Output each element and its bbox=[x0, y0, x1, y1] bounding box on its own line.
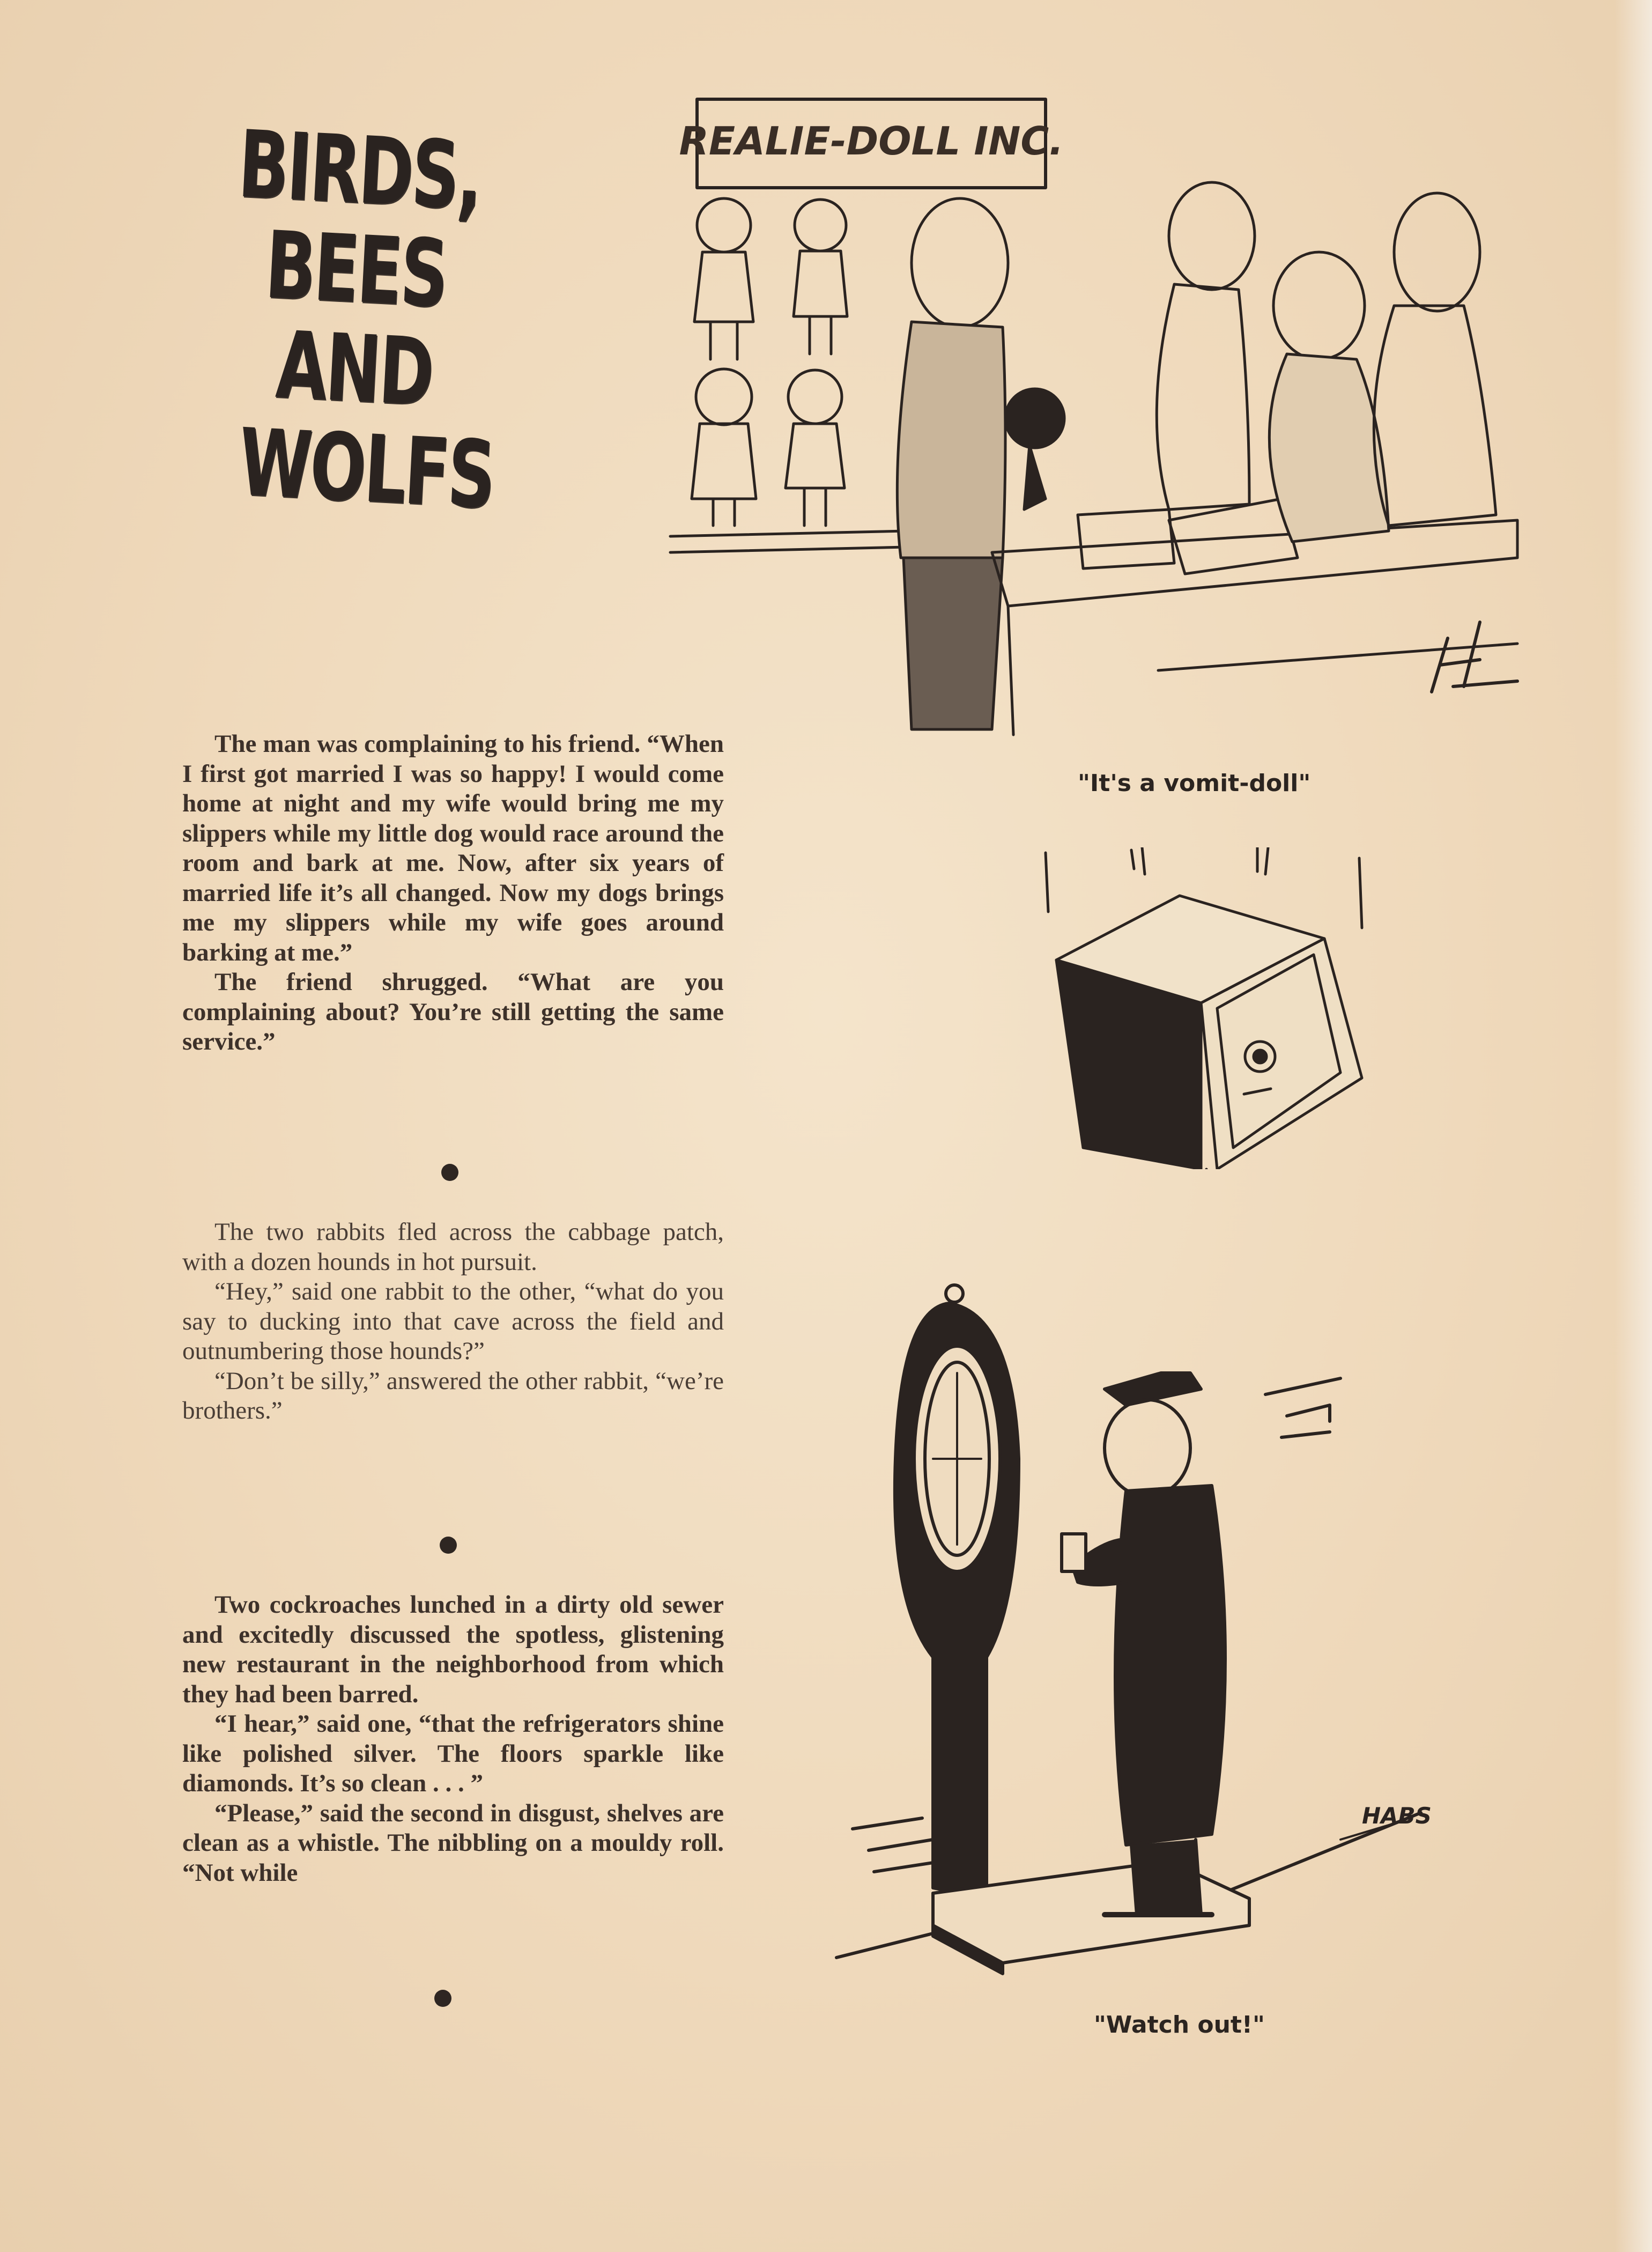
story-paragraph: “Hey,” said one rabbit to the other, “what do you say to ducking into that cave across the field and outnumbering those hounds?” bbox=[182, 1278, 724, 1365]
cartoon-caption: "It's a vomit-doll" bbox=[1078, 770, 1311, 797]
salesman-figure bbox=[897, 198, 1008, 729]
title-line-3: AND bbox=[273, 312, 435, 427]
story-paragraph: “Please,” said the second in disgust, shelves are clean as a whistle. The nibbling on a mouldy roll. “Not while bbox=[182, 1799, 724, 1887]
sign-text: REALIE-DOLL INC. bbox=[679, 119, 1064, 164]
joke-story-2 bbox=[182, 1217, 724, 1426]
doll-figure bbox=[692, 369, 756, 526]
doll-figure bbox=[694, 198, 753, 359]
page-edge bbox=[1614, 0, 1652, 2252]
story-paragraph: “Don’t be silly,” answered the other rabbit, “we’re brothers.” bbox=[182, 1367, 724, 1424]
story-paragraph: The friend shrugged. “What are you complaining about? You’re still getting the same service.” bbox=[182, 968, 724, 1055]
separator-bullet bbox=[441, 1164, 458, 1181]
joke-story-3 bbox=[182, 1590, 724, 1888]
story-paragraph: The man was complaining to his friend. “When I first got married I was so happy! I would come home at night and my wife would bring me my slippers while my little dog would race around the room and bark at me. Now, after six years of married life it’s all changed. Now my dogs brings me my slippers while my wife goes around barking at me.” bbox=[182, 730, 724, 966]
doll-shop-cartoon bbox=[660, 91, 1528, 756]
title-line-4: WOLFS bbox=[236, 409, 497, 530]
cartoon-caption: "Watch out!" bbox=[1094, 2011, 1265, 2039]
title-line-2: BEES bbox=[263, 211, 449, 329]
falling-safe-cartoon bbox=[1040, 847, 1383, 1169]
weighing-scale-cartoon bbox=[826, 1282, 1448, 1990]
separator-bullet bbox=[434, 1990, 451, 2007]
doll-figure bbox=[786, 370, 844, 526]
story-paragraph: Two cockroaches lunched in a dirty old sewer and excitedly discussed the spotless, glistening new restaurant in the neighborhood from which they had been barred. bbox=[182, 1591, 724, 1708]
artist-signature: HABS bbox=[1362, 1803, 1432, 1829]
story-paragraph: “I hear,” said one, “that the refrigerators shine like polished silver. The floors sparkle like diamonds. It’s so clean . . . ” bbox=[182, 1710, 724, 1797]
story-paragraph: The two rabbits fled across the cabbage patch, with a dozen hounds in hot pursuit. bbox=[182, 1218, 724, 1276]
doll-figure bbox=[794, 200, 847, 354]
onlooker-figure bbox=[1374, 193, 1496, 526]
joke-story-1 bbox=[182, 729, 724, 1057]
onlooker-figure bbox=[1157, 182, 1255, 510]
separator-bullet bbox=[440, 1537, 457, 1554]
page-title bbox=[220, 110, 562, 530]
onlooker-figure bbox=[1269, 252, 1389, 542]
title-line-1: BIRDS, bbox=[235, 110, 484, 231]
